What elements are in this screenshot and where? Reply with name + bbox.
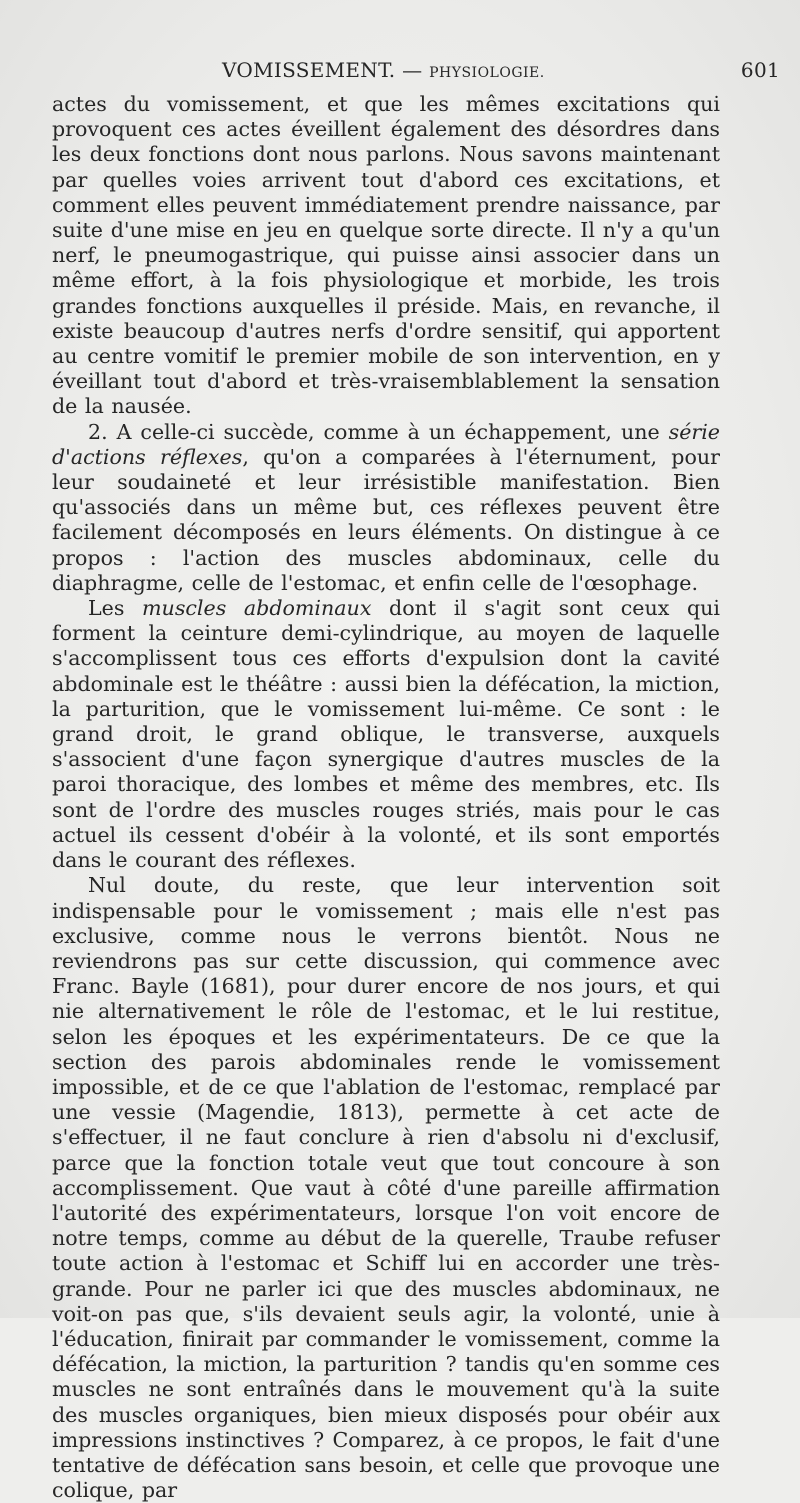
paragraph-2 xyxy=(52,420,720,596)
paragraph-3-rest: dont il s'agit sont ceux qui forment la ceinture demi-cylindrique, au moyen de laquelle s'accomplissent tous ces efforts d'expulsion dont la cavité abdominale est le théâtre : aussi bien la défécation, la miction, la parturition, que le vomissement lui-même. Ce sont : le grand droit, le grand oblique, le transverse, auxquels s'associent d'une façon synergique d'autres muscles de la paroi thoracique, des lombes et même des membres, etc. Ils sont de l'ordre des muscles rouges striés, mais pour le cas actuel ils cessent d'obéir à la volonté, et ils sont emportés dans le courant des réflexes. xyxy=(52,596,720,873)
running-title xyxy=(222,58,545,82)
running-title-sub: PHYSIOLOGIE. xyxy=(429,65,545,81)
body-text xyxy=(52,92,720,1503)
running-title-main: VOMISSEMENT. — xyxy=(222,58,430,82)
running-header xyxy=(222,58,780,92)
paragraph-4: Nul doute, du reste, que leur intervention soit indispensable pour le vomissement ; mais elle n'est pas exclusive, comme nous le verrons bientôt. Nous ne reviendrons pas sur cette discussion, qui commence avec Franc. Bayle (1681), pour durer encore de nos jours, et qui nie alternativement le rôle de l'estomac, et le lui restitue, selon les époques et les expérimentateurs. De ce que la section des parois abdominales rende le vomissement impossible, et de ce que l'ablation de l'estomac, remplacé par une vessie (Magendie, 1813), permette à cet acte de s'effectuer, il ne faut conclure à rien d'absolu ni d'exclusif, parce que la fonction totale veut que tout concoure à son accomplissement. Que vaut à côté d'une pareille affirmation l'autorité des expérimentateurs, lorsque l'on voit encore de notre temps, comme au début de la querelle, Traube refuser toute action à l'estomac et Schiff lui en accorder une très-grande. Pour ne parler ici que des muscles abdominaux, ne voit-on pas que, s'ils devaient seuls agir, la volonté, unie à l'éducation, finirait par commander le vomissement, comme la défécation, la miction, la parturition ? tandis qu'en somme ces muscles ne sont entraînés dans le mouvement qu'à la suite des muscles organiques, bien mieux disposés pour obéir aux impressions instinctives ? Comparez, à ce propos, le fait d'une tentative de défécation sans besoin, et celle que provoque une colique, par xyxy=(52,873,720,1503)
paragraph-2-emphasis: série d'actions réflexes xyxy=(52,419,720,469)
paragraph-3-emphasis: muscles abdominaux xyxy=(142,596,372,621)
paragraph-1: actes du vomissement, et que les mêmes excitations qui provoquent ces actes éveillent également des désordres dans les deux fonctions dont nous parlons. Nous savons maintenant par quelles voies arrivent tout d'abord ces excitations, et comment elles peuvent immédiatement prendre naissance, par suite d'une mise en jeu en quelque sorte directe. Il n'y a qu'un nerf, le pneumogastrique, qui puisse ainsi associer dans un même effort, à la fois physiologique et morbide, les trois grandes fonctions auxquelles il préside. Mais, en revanche, il existe beaucoup d'autres nerfs d'ordre sensitif, qui apportent au centre vomitif le premier mobile de son intervention, en y éveillant tout d'abord et très-vraisemblablement la sensation de la nausée. xyxy=(52,92,720,419)
paragraph-2-start: 2. A celle-ci succède, comme à un échappement, une xyxy=(88,419,669,444)
page-number: 601 xyxy=(740,58,780,82)
paragraph-2-rest: , qu'on a comparées à l'éternument, pour leur soudaineté et leur irrésistible manifestation. Bien qu'associés dans un même but, ces réflexes peuvent être facilement décomposés en leurs éléments. On distingue à ce propos : l'action des muscles abdominaux, celle du diaphragme, celle de l'estomac, et enfin celle de l'œsophage. xyxy=(52,444,720,595)
paragraph-3-start: Les xyxy=(88,596,143,621)
paragraph-3 xyxy=(52,596,720,873)
